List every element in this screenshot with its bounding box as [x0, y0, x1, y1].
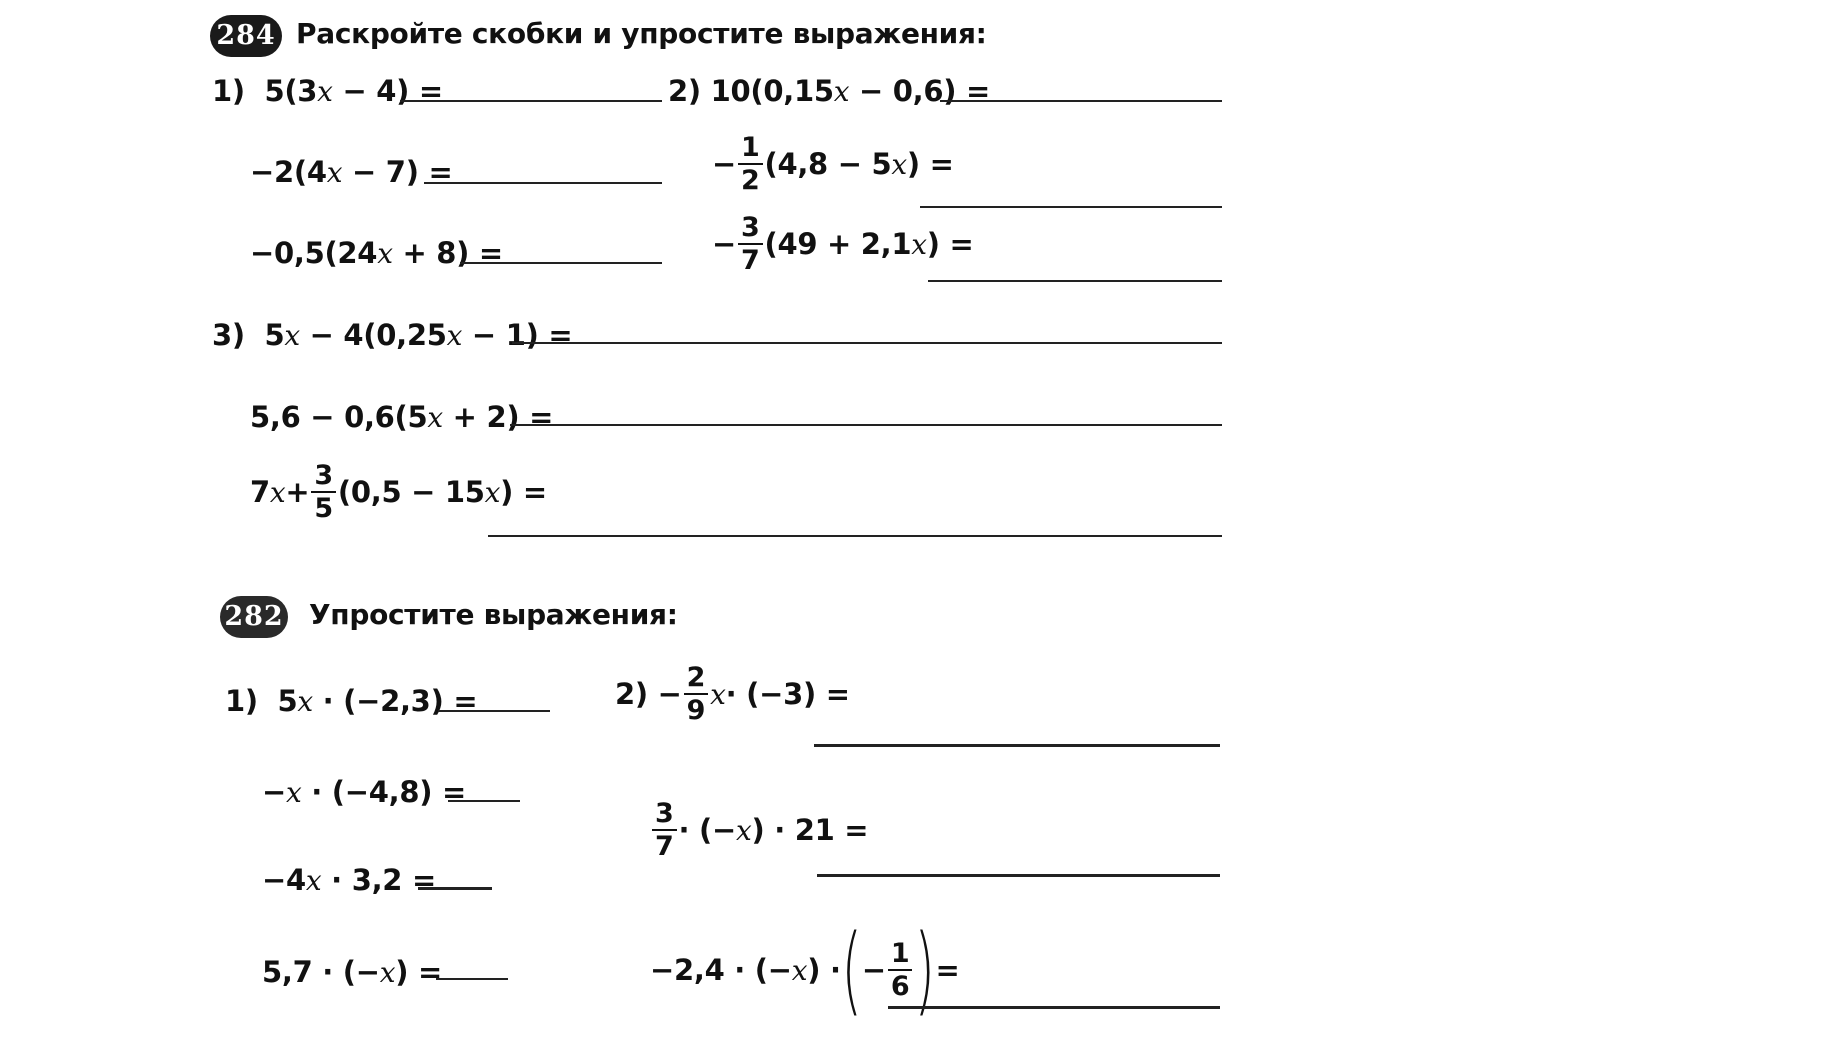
fraction: $\frac{3}{7}$ — [738, 214, 763, 274]
task-282-p1-e1: 1) 5x · (−2,3) = — [225, 684, 478, 718]
task-282-title: Упростите выражения: — [309, 598, 678, 631]
fraction: $\frac{3}{7}$ — [652, 800, 677, 860]
fraction: $\frac{1}{2}$ — [738, 134, 763, 194]
task-284-p3-e2: 5,6 − 0,6(5x + 2) = — [250, 400, 554, 434]
right-parenthesis: ) — [914, 914, 936, 1026]
task-284-p2-e2: − $\frac{1}{2}$ (4,8 − 5 x ) = — [712, 132, 954, 196]
task-284-p2-e3: − $\frac{3}{7}$ (49 + 2,1 x ) = — [712, 212, 974, 276]
task-284-number: 284 — [216, 20, 276, 51]
answer-line[interactable] — [510, 424, 1222, 426]
task-284-p3-e1: 3) 5x − 4(0,25x − 1) = — [212, 318, 573, 352]
answer-line[interactable] — [817, 874, 1220, 877]
answer-line[interactable] — [920, 206, 1222, 208]
task-282-p1-e3: −4x · 3,2 = — [262, 863, 436, 897]
answer-line[interactable] — [512, 342, 1222, 344]
task-284-p1-e1: 1) 5(3x − 4) = — [212, 74, 443, 108]
task-282-p1-e2: −x · (−4,8) = — [262, 775, 466, 809]
task-282-p2-e2: $\frac{3}{7}$ · (− x ) · 21 = — [650, 800, 868, 860]
answer-line[interactable] — [888, 1006, 1220, 1009]
answer-line[interactable] — [424, 182, 662, 184]
answer-line[interactable] — [418, 887, 492, 890]
answer-line[interactable] — [940, 100, 1222, 102]
fraction: $\frac{1}{6}$ — [888, 940, 913, 1000]
task-284-p2-e1: 2) 10(0,15x − 0,6) = — [668, 74, 991, 108]
left-parenthesis: ( — [841, 914, 862, 1026]
task-284-badge — [210, 15, 282, 57]
answer-line[interactable] — [400, 100, 662, 102]
answer-line[interactable] — [438, 710, 550, 712]
answer-line[interactable] — [928, 280, 1222, 282]
fraction: $\frac{3}{5}$ — [311, 462, 336, 522]
task-284-title: Раскройте скобки и упростите выражения: — [296, 17, 987, 50]
answer-line[interactable] — [814, 744, 1220, 747]
task-282-p2-e3: −2,4 · (− x ) · ( − $\frac{1}{6}$ ) = — [650, 914, 960, 1026]
task-282-p2-e1: 2) − $\frac{2}{9}$ x · (−3) = — [615, 662, 850, 726]
answer-line[interactable] — [436, 978, 508, 980]
task-284-p3-e3: 7 x + $\frac{3}{5}$ (0,5 − 15 x ) = — [250, 460, 547, 524]
answer-line[interactable] — [488, 535, 1222, 537]
task-282-p1-e4: 5,7 · (−x) = — [262, 955, 442, 989]
answer-line[interactable] — [448, 800, 520, 802]
task-284-p1-e3: −0,5(24x + 8) = — [250, 236, 503, 270]
task-282-number: 282 — [224, 601, 284, 632]
answer-line[interactable] — [460, 262, 662, 264]
task-284-p1-e2: −2(4x − 7) = — [250, 155, 453, 189]
fraction: $\frac{2}{9}$ — [684, 664, 709, 724]
task-282-badge — [220, 596, 288, 638]
